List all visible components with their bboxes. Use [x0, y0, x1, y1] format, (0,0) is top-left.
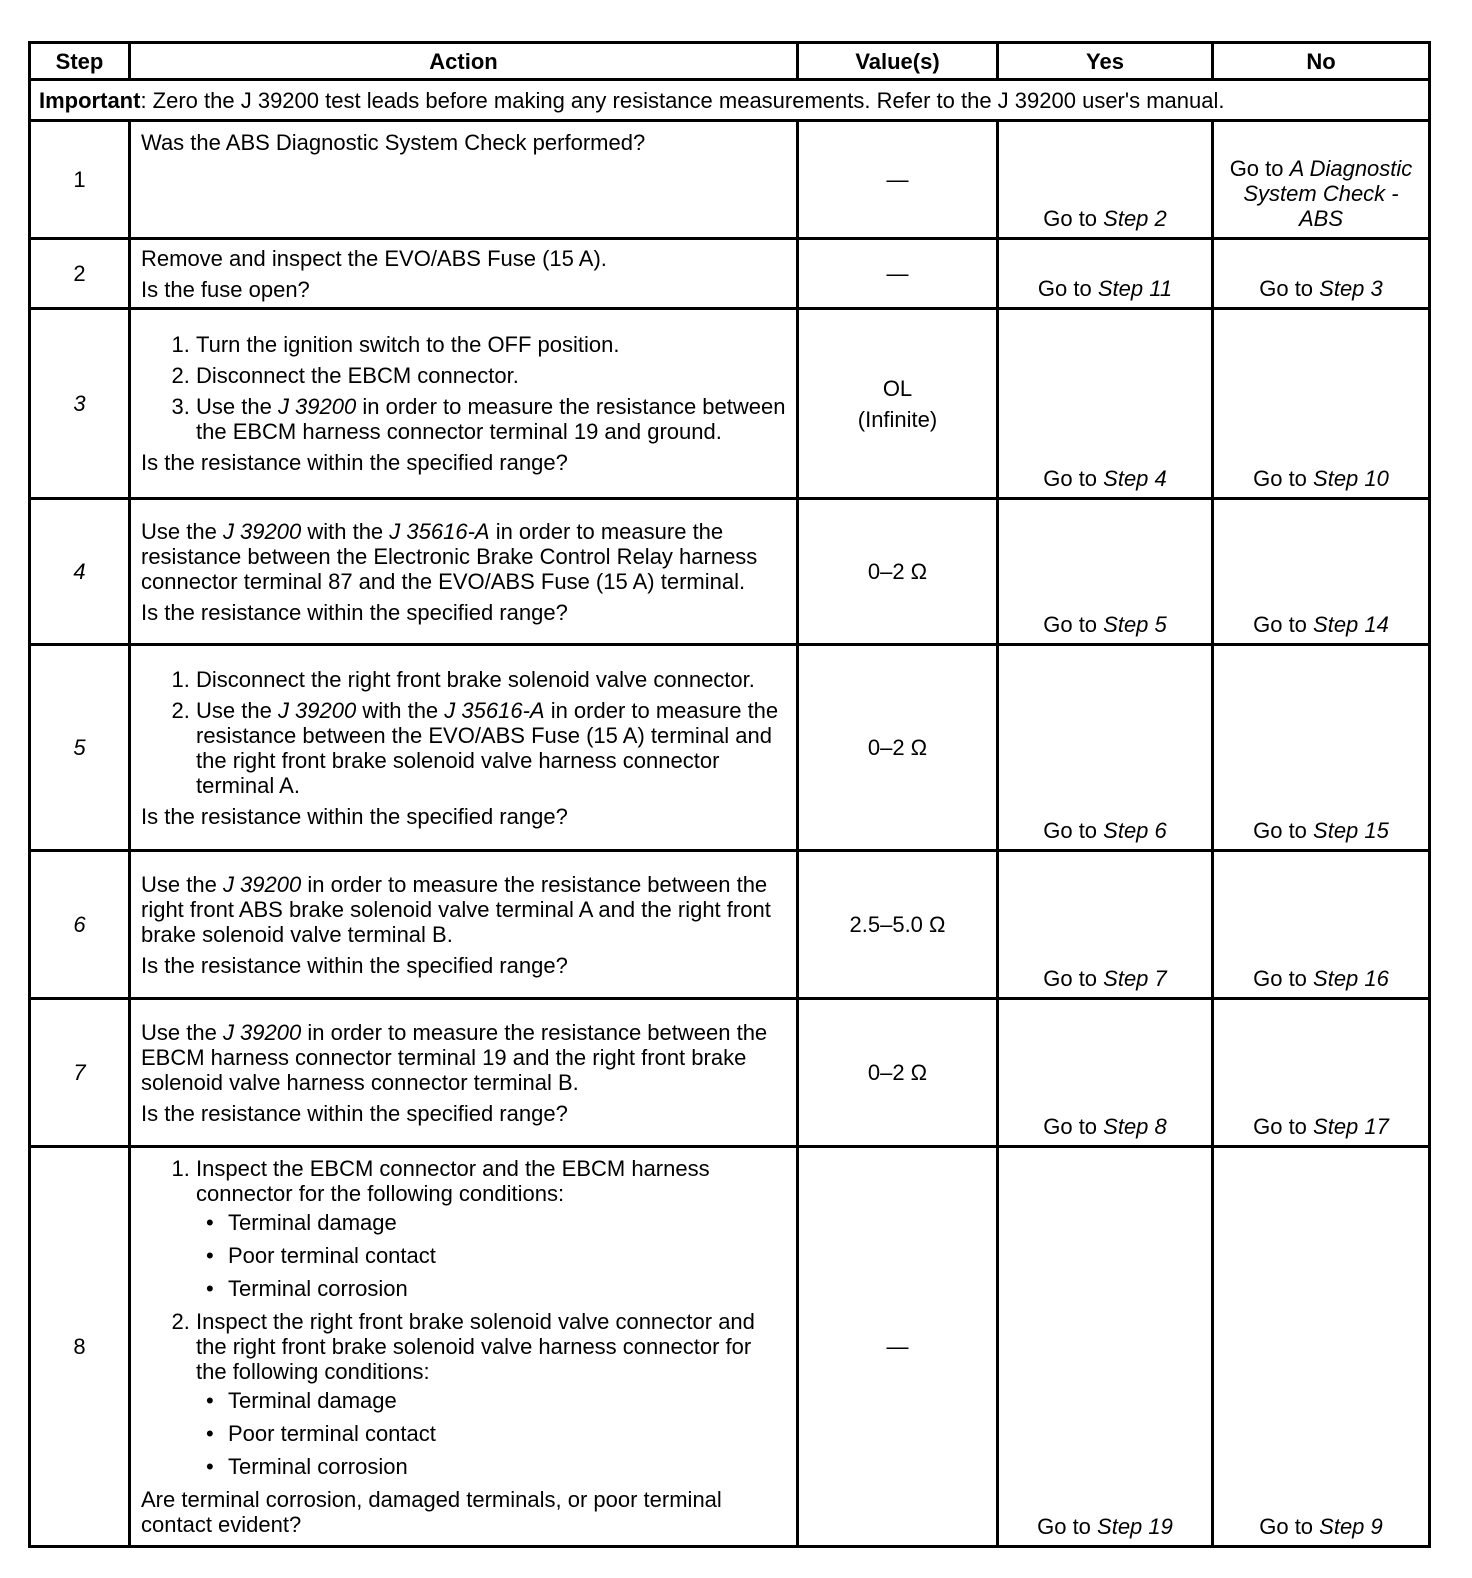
list-item-text: Inspect the right front brake solenoid valve connector and the right front brake solenoid valve harness connector for the following conditions:	[196, 1309, 755, 1384]
yes-prefix: Go to	[1037, 276, 1098, 301]
no-cell	[1213, 309, 1430, 499]
value-cell: 2.5–5.0 Ω	[798, 851, 998, 999]
text-span: Use the	[141, 1019, 223, 1045]
value-cell: —	[798, 239, 998, 309]
no-cell	[1213, 999, 1430, 1147]
list-item: 2. Disconnect the EBCM connector.	[196, 363, 786, 388]
yes-step-link: Step 11	[1097, 276, 1173, 301]
table-row	[30, 1147, 1430, 1547]
list-item	[196, 698, 786, 798]
question-text: Is the resistance within the specified range?	[141, 450, 568, 475]
yes-cell	[998, 239, 1213, 309]
important-label: Important	[39, 87, 141, 113]
list-item	[196, 1309, 786, 1479]
yes-cell	[998, 499, 1213, 645]
yes-step-link: Step 7	[1103, 966, 1167, 991]
action-text	[141, 519, 786, 594]
tool-ref: J 39200	[222, 871, 302, 897]
header-step: Step	[30, 43, 130, 80]
action-cell	[130, 851, 798, 999]
question-text: Is the resistance within the specified range?	[141, 952, 568, 978]
value-cell	[798, 309, 998, 499]
action-cell	[130, 999, 798, 1147]
action-text	[141, 1020, 786, 1095]
value-cell: —	[798, 121, 998, 239]
value-cell: 0–2 Ω	[798, 499, 998, 645]
yes-step-link: Step 4	[1103, 466, 1167, 491]
bullet-item: • Poor terminal contact	[228, 1243, 786, 1268]
value-cell: —	[798, 1147, 998, 1547]
no-cell	[1213, 239, 1430, 309]
yes-step-link: Step 19	[1097, 1514, 1173, 1539]
table-row	[30, 851, 1430, 999]
question-text: Are terminal corrosion, damaged terminals, or poor terminal contact evident?	[141, 1487, 722, 1537]
bullet-list	[196, 1210, 786, 1301]
yes-cell	[998, 645, 1213, 851]
header-action: Action	[130, 43, 798, 80]
no-prefix: Go to	[1259, 1514, 1320, 1539]
yes-prefix: Go to	[1043, 612, 1104, 637]
text-span: in order to measure the resistance between the EBCM harness connector terminal 19 and the right front brake solenoid valve harness connector terminal B.	[141, 1019, 768, 1095]
value-cell: 0–2 Ω	[798, 999, 998, 1147]
table-row	[30, 499, 1430, 645]
no-prefix: Go to	[1253, 612, 1314, 637]
bullet-item: • Terminal damage	[228, 1210, 786, 1235]
header-no: No	[1213, 43, 1430, 80]
header-values: Value(s)	[798, 43, 998, 80]
no-step-link: Step 17	[1313, 1114, 1389, 1139]
no-step-link: Step 16	[1313, 966, 1389, 991]
yes-cell	[998, 851, 1213, 999]
list-item: 1. Disconnect the right front brake solenoid valve connector.	[196, 667, 786, 692]
table-row	[30, 999, 1430, 1147]
bullet-item: • Terminal corrosion	[228, 1276, 786, 1301]
bullet-item: • Poor terminal contact	[228, 1421, 786, 1446]
tool-ref: J 35616-A	[389, 518, 490, 544]
text-span: Use the	[196, 394, 278, 419]
diagnostic-table	[28, 41, 1431, 1548]
no-step-link: Step 14	[1313, 612, 1389, 637]
tool-ref: J 39200	[277, 697, 357, 723]
bullet-list	[196, 1388, 786, 1479]
table-row	[30, 309, 1430, 499]
bullet-item: • Terminal corrosion	[228, 1454, 786, 1479]
no-prefix: Go to	[1259, 276, 1320, 301]
no-cell	[1213, 851, 1430, 999]
table-row	[30, 645, 1430, 851]
header-yes: Yes	[998, 43, 1213, 80]
text-span: in order to measure the resistance between the EBCM harness connector terminal 19 and ground.	[196, 394, 786, 444]
action-text	[141, 872, 786, 947]
tool-ref: J 39200	[222, 518, 302, 544]
yes-prefix: Go to	[1043, 466, 1104, 491]
action-list	[141, 1156, 786, 1479]
yes-step-link: Step 2	[1103, 206, 1167, 231]
no-cell	[1213, 645, 1430, 851]
text-span: with the	[301, 518, 390, 544]
text-span: in order to measure the resistance between the right front ABS brake solenoid valve terminal A and the right front brake solenoid valve terminal B.	[141, 871, 771, 947]
no-prefix: Go to	[1229, 156, 1290, 181]
important-row	[30, 80, 1430, 121]
no-step-link: A Diagnostic System Check - ABS	[1243, 156, 1413, 231]
no-step-link: Step 10	[1313, 466, 1389, 491]
list-item	[196, 1156, 786, 1301]
yes-cell	[998, 121, 1213, 239]
question-text: Is the resistance within the specified range?	[141, 1100, 568, 1126]
table-row	[30, 121, 1430, 239]
action-cell	[130, 499, 798, 645]
step-number: 7	[30, 999, 130, 1147]
tool-ref: J 35616-A	[444, 697, 545, 723]
text-span: in order to measure the resistance between the Electronic Brake Control Relay harness connector terminal 87 and the EVO/ABS Fuse (15 A) terminal.	[141, 518, 758, 594]
yes-step-link: Step 5	[1103, 612, 1167, 637]
yes-prefix: Go to	[1043, 1114, 1104, 1139]
step-number: 2	[30, 239, 130, 309]
yes-prefix: Go to	[1043, 966, 1104, 991]
action-cell	[130, 239, 798, 309]
no-step-link: Step 3	[1319, 276, 1383, 301]
action-cell	[130, 309, 798, 499]
action-cell	[130, 645, 798, 851]
no-cell	[1213, 121, 1430, 239]
value-cell: 0–2 Ω	[798, 645, 998, 851]
no-prefix: Go to	[1253, 966, 1314, 991]
important-text: : Zero the J 39200 test leads before making any resistance measurements. Refer to the J 39200 user's manual.	[140, 87, 1225, 113]
list-item: 1. Turn the ignition switch to the OFF position.	[196, 332, 786, 357]
no-step-link: Step 9	[1319, 1514, 1383, 1539]
important-note	[30, 80, 1430, 121]
step-number: 4	[30, 499, 130, 645]
text-span: Use the	[196, 697, 278, 723]
text-span: Use the	[141, 871, 223, 897]
action-cell	[130, 1147, 798, 1547]
header-row	[30, 43, 1430, 80]
action-list	[141, 332, 786, 444]
yes-step-link: Step 6	[1103, 818, 1167, 843]
step-number: 6	[30, 851, 130, 999]
bullet-item: • Terminal damage	[228, 1388, 786, 1413]
value-line: (Infinite)	[857, 406, 938, 432]
no-cell	[1213, 1147, 1430, 1547]
tool-ref: J 39200	[222, 1019, 302, 1045]
question-text: Is the resistance within the specified range?	[141, 599, 568, 625]
step-number: 1	[30, 121, 130, 239]
text-span: Use the	[141, 518, 223, 544]
no-prefix: Go to	[1253, 1114, 1314, 1139]
no-cell	[1213, 499, 1430, 645]
table-row	[30, 239, 1430, 309]
yes-step-link: Step 8	[1103, 1114, 1167, 1139]
step-number: 8	[30, 1147, 130, 1547]
no-prefix: Go to	[1253, 466, 1314, 491]
yes-prefix: Go to	[1043, 818, 1104, 843]
yes-cell	[998, 999, 1213, 1147]
text-span: in order to measure the resistance between the EVO/ABS Fuse (15 A) terminal and the right front brake solenoid valve harness connector terminal A.	[196, 697, 779, 798]
yes-prefix: Go to	[1043, 206, 1104, 231]
no-step-link: Step 15	[1313, 818, 1389, 843]
tool-ref: J 39200	[277, 394, 357, 419]
no-prefix: Go to	[1253, 818, 1314, 843]
list-item-text: Inspect the EBCM connector and the EBCM harness connector for the following conditions:	[196, 1156, 710, 1206]
action-text: Remove and inspect the EVO/ABS Fuse (15 A).	[141, 245, 607, 271]
question-text: Was the ABS Diagnostic System Check performed?	[141, 130, 646, 155]
yes-cell	[998, 309, 1213, 499]
action-list	[141, 667, 786, 798]
question-text: Is the fuse open?	[141, 276, 310, 302]
yes-prefix: Go to	[1037, 1514, 1098, 1539]
step-number: 3	[30, 309, 130, 499]
text-span: with the	[356, 697, 445, 723]
action-cell	[130, 121, 798, 239]
value-line: OL	[882, 375, 913, 401]
step-number: 5	[30, 645, 130, 851]
yes-cell	[998, 1147, 1213, 1547]
list-item	[196, 394, 786, 444]
question-text: Is the resistance within the specified range?	[141, 803, 568, 829]
